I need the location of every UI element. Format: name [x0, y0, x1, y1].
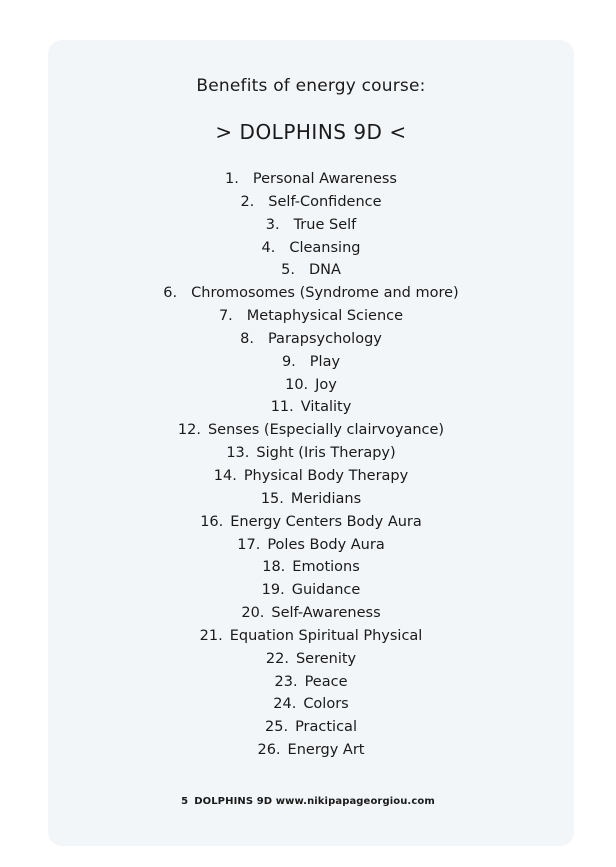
footer-text: DOLPHINS 9D www.nikipapageorgiou.com [194, 796, 435, 807]
list-item [48, 374, 574, 397]
document-title: > DOLPHINS 9D < [215, 120, 407, 144]
page-number: 5 [181, 796, 189, 807]
list-item-text: Emotions [292, 559, 360, 576]
list-item-number: 19. [261, 582, 285, 599]
list-item-number: 6. [163, 285, 178, 302]
list-item [48, 716, 574, 739]
page-footer [48, 796, 574, 807]
list-item-number: 18. [262, 559, 286, 576]
list-item-number: 15. [260, 490, 284, 507]
list-item [48, 465, 574, 488]
list-item-text: Physical Body Therapy [243, 467, 409, 484]
list-item [48, 259, 574, 282]
list-item [48, 739, 574, 762]
list-item-text: Chromosomes (Syndrome and more) [191, 285, 459, 302]
list-item-text: Practical [295, 719, 357, 736]
list-item-text: Meridians [290, 490, 362, 507]
list-item-number: 22. [265, 650, 289, 667]
list-item-text: Self-Confidence [268, 193, 382, 210]
list-item [48, 602, 574, 625]
list-item [48, 282, 574, 305]
list-item-text: Metaphysical Science [246, 308, 404, 325]
list-item-text: Parapsychology [267, 330, 382, 347]
list-item-number: 17. [237, 536, 261, 553]
list-item-text: Joy [315, 376, 337, 393]
list-item-text: Guidance [291, 582, 361, 599]
list-item-number: 23. [274, 673, 298, 690]
benefits-list [48, 168, 574, 762]
document-page [48, 40, 574, 846]
list-item-number: 9. [281, 353, 296, 370]
list-item-text: Personal Awareness [252, 171, 397, 187]
list-item [48, 579, 574, 602]
list-item-text: Poles Body Aura [267, 536, 385, 553]
list-item-number: 20. [241, 605, 265, 622]
list-item-number: 26. [257, 742, 281, 759]
list-item-text: Play [309, 353, 341, 370]
list-item [48, 556, 574, 579]
list-item [48, 328, 574, 351]
list-item-number: 16. [200, 513, 224, 530]
document-heading: Benefits of energy course: [196, 76, 426, 96]
list-item-text: Equation Spiritual Physical [229, 627, 423, 644]
list-item-number: 2. [240, 193, 255, 210]
list-item-text: Colors [303, 696, 349, 713]
list-item-number: 24. [273, 696, 297, 713]
list-item [48, 419, 574, 442]
list-item-number: 1. [225, 171, 239, 187]
list-item-text: Self-Awareness [271, 605, 381, 622]
list-item-text: Peace [304, 673, 348, 690]
list-item [48, 511, 574, 534]
list-item-number: 7. [218, 308, 233, 325]
list-item [48, 671, 574, 694]
list-item-text: True Self [293, 216, 357, 233]
list-item [48, 396, 574, 419]
list-item-number: 4. [261, 239, 276, 256]
list-item-number: 8. [240, 330, 254, 347]
list-item-number: 3. [265, 216, 280, 233]
list-item-number: 10. [285, 376, 309, 393]
list-item [48, 625, 574, 648]
list-item [48, 214, 574, 237]
list-item [48, 351, 574, 374]
list-item [48, 693, 574, 716]
list-item-text: Senses (Especially clairvoyance) [207, 422, 445, 439]
list-item-number: 13. [226, 445, 250, 462]
list-item [48, 191, 574, 214]
list-item [48, 648, 574, 671]
list-item-text: Vitality [300, 399, 352, 416]
list-item-number: 21. [199, 627, 223, 644]
list-item-number: 11. [270, 399, 294, 416]
list-item [48, 488, 574, 511]
list-item-number: 12. [177, 422, 201, 439]
list-item-text: Cleansing [289, 239, 361, 256]
list-item [48, 237, 574, 260]
list-item [48, 305, 574, 328]
list-item-number: 14. [213, 467, 237, 484]
list-item-text: Energy Centers Body Aura [230, 513, 422, 530]
list-item-text: Serenity [295, 650, 357, 667]
list-item-text: DNA [308, 262, 341, 279]
list-item [48, 442, 574, 465]
list-item-text: Energy Art [287, 742, 365, 759]
list-item-number: 5. [281, 262, 295, 279]
list-item [48, 168, 574, 191]
list-item-number: 25. [265, 719, 289, 736]
list-item [48, 534, 574, 557]
list-item-text: Sight (Iris Therapy) [256, 445, 396, 462]
